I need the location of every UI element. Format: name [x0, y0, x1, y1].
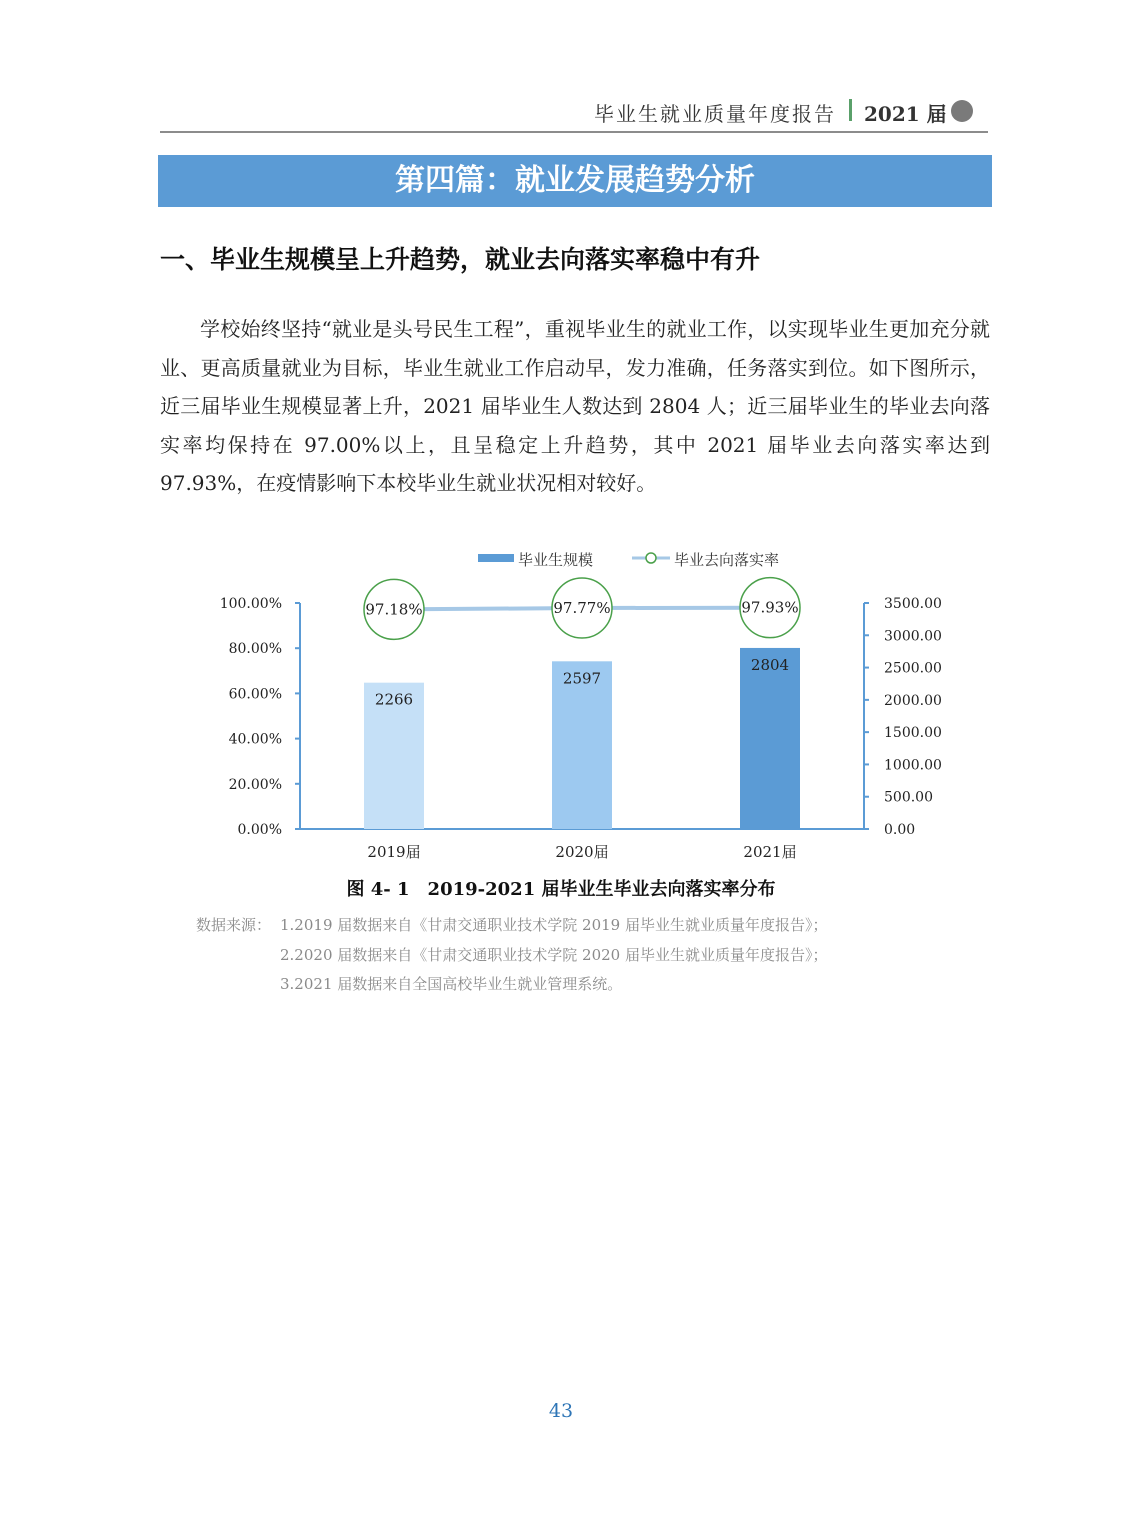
header-separator — [849, 99, 852, 121]
header-title: 毕业生就业质量年度报告 — [594, 102, 836, 126]
section-heading: 一、毕业生规模呈上升趋势，就业去向落实率稳中有升 — [160, 245, 761, 274]
source-label: 数据来源： — [196, 916, 272, 934]
rate-data-label: 97.77% — [553, 599, 611, 618]
legend-swatch-bar — [478, 554, 514, 562]
right-tick-label: 0.00 — [884, 822, 916, 838]
left-tick-label: 100.00% — [219, 596, 282, 612]
header-rule — [160, 131, 988, 133]
employment-chart — [200, 540, 960, 870]
source-note-3: 3.2021 届数据来自全国高校毕业生就业管理系统。 — [280, 975, 623, 993]
x-tick-label: 2020届 — [555, 843, 609, 861]
right-tick-label: 500.00 — [884, 789, 933, 806]
left-tick-label: 20.00% — [228, 776, 282, 793]
left-tick-label: 0.00% — [237, 822, 282, 838]
page-number: 43 — [548, 1400, 574, 1422]
chapter-banner: 第四篇：就业发展趋势分析 — [158, 155, 992, 207]
legend-swatch-marker — [646, 553, 656, 563]
source-note-2: 2.2020 届数据来自《甘肃交通职业技术学院 2020 届毕业生就业质量年度报告》； — [280, 946, 828, 964]
rate-data-label: 97.18% — [365, 600, 423, 619]
figure-caption: 图 4- 1 2019-2021 届毕业生毕业去向落实率分布 — [346, 879, 776, 900]
header-dot-icon — [951, 100, 973, 122]
bar-data-label: 2804 — [750, 655, 790, 674]
header-year: 2021 届 — [864, 102, 947, 126]
left-tick-label: 80.00% — [228, 641, 282, 658]
x-tick-label: 2019届 — [367, 843, 421, 861]
body-paragraph: 学校始终坚持“就业是头号民生工程”，重视毕业生的就业工作，以实现毕业生更加充分就业、更高质量就业为目标，毕业生就业工作启动早，发力准确，任务落实到位。如下图所示，近三届毕业生规模显著上升，2021 届毕业生人数达到 2804 人；近三届毕业生的毕业去向落实率均保持在 97.00%以上，且呈稳定上升趋势，其中 2021 届毕业去向落实率达到 97.93%，在疫情影响下本校毕业生就业状况相对较好。 — [160, 317, 990, 495]
right-tick-label: 3500.00 — [884, 596, 942, 612]
legend-label-line: 毕业去向落实率 — [674, 551, 780, 569]
bar-data-label: 2266 — [374, 690, 414, 709]
legend-label-bar: 毕业生规模 — [518, 551, 594, 569]
left-tick-label: 40.00% — [228, 731, 282, 748]
right-tick-label: 2000.00 — [884, 692, 942, 709]
left-tick-label: 60.00% — [228, 686, 282, 703]
right-tick-label: 2500.00 — [884, 660, 942, 677]
right-tick-label: 3000.00 — [884, 628, 942, 645]
bar — [740, 648, 800, 829]
right-tick-label: 1000.00 — [884, 757, 942, 774]
right-tick-label: 1500.00 — [884, 725, 942, 742]
x-tick-label: 2021届 — [743, 843, 797, 861]
source-note-1: 1.2019 届数据来自《甘肃交通职业技术学院 2019 届毕业生就业质量年度报告》； — [280, 916, 828, 934]
bar-data-label: 2597 — [562, 669, 602, 688]
rate-data-label: 97.93% — [741, 598, 799, 617]
